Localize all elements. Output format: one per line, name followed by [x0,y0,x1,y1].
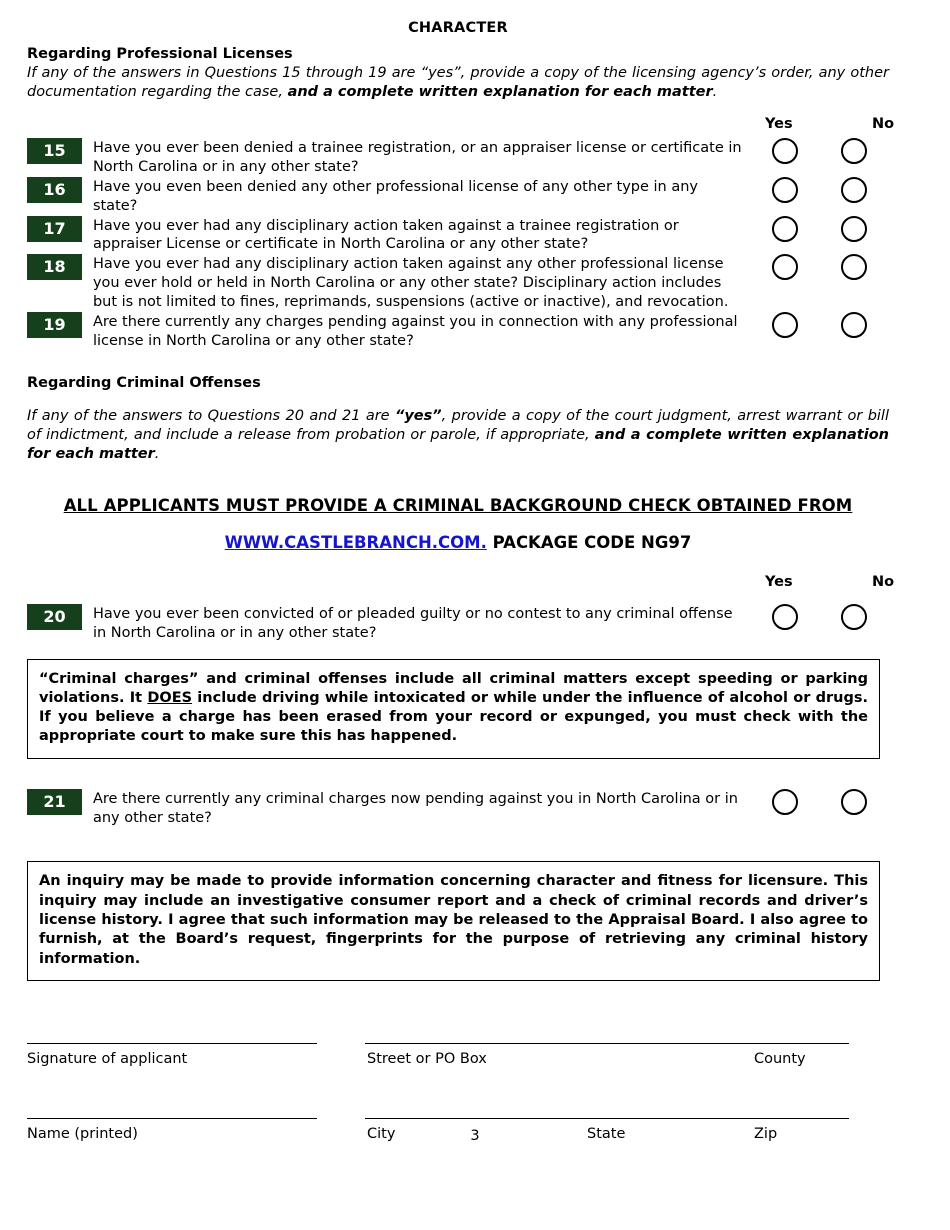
criminal-instructions-part2: , provide a copy of the court judgment, arrest warrant or bill of indictment, and include a release from probation or parole, if appropriate, [27,407,889,443]
q20-yes-cell[interactable] [751,604,820,643]
question-number-17: 17 [27,216,82,242]
table-row [27,138,889,177]
question-number-19: 19 [27,312,82,338]
question-text-16: Have you even been denied any other professional license of any other type in any state? [92,178,699,214]
criminal-instructions [27,407,889,464]
castlebranch-link[interactable]: WWW.CASTLEBRANCH.COM. [224,532,487,552]
licenses-instructions-part1: If any of the answers in Questions 15 through 19 are “yes”, provide a copy of the licensing agency’s order, any other documentation regarding the case, [27,65,889,101]
q17-no-cell[interactable] [820,216,889,255]
question-text-17: Have you ever had any disciplinary action taken against a trainee registration or appraiser License or certificate in North Carolina or any other state? [92,217,679,253]
q17-yes-cell[interactable] [751,216,820,255]
question-text-15: Have you ever been denied a trainee registration, or an appraiser license or certificate in North Carolina or in any other state? [92,140,742,176]
q15-no-bubble[interactable] [841,138,867,164]
question-number-cell [27,254,85,312]
zip-label: Zip [754,1125,778,1142]
q21-yes-cell[interactable] [751,789,820,828]
signature-label: Signature of applicant [27,1050,188,1067]
street-label: Street or PO Box [367,1050,487,1067]
table-row [27,604,889,643]
criminal-charges-definition-box [27,659,880,759]
city-state-zip-line[interactable] [365,1118,849,1119]
table-row [27,312,889,351]
criminal-question-21-table [27,789,889,828]
table-row [27,216,889,255]
q16-no-cell[interactable] [820,177,889,216]
criminal-instructions-bold2: and a complete written explanation for each matter [27,426,889,462]
q18-yes-cell[interactable] [751,254,820,312]
name-line[interactable] [27,1118,317,1119]
q19-no-bubble[interactable] [841,312,867,338]
package-code-text: PACKAGE CODE NG97 [486,532,692,552]
licenses-instructions [27,64,889,102]
no-column-header-2: No [872,573,895,590]
table-row [27,789,889,828]
criminal-question-20-table [27,604,889,643]
question-number-15: 15 [27,138,82,164]
county-label: County [754,1050,806,1067]
q16-yes-bubble[interactable] [772,177,798,203]
criminal-column-headers [27,573,895,594]
q16-no-bubble[interactable] [841,177,867,203]
q15-no-cell[interactable] [820,138,889,177]
inquiry-consent-box: An inquiry may be made to provide information concerning character and fitness for licensure. This inquiry may include an investigative consumer report and a check of criminal records and driver’s license history. I agree that such information may be released to the Appraisal Board. I also agree to furnish, at the Board’s request, fingerprints for the purpose of retrieving any criminal history information. [27,861,880,980]
question-number-18: 18 [27,254,82,280]
q20-no-bubble[interactable] [841,604,867,630]
charges-note-part2: include driving while intoxicated or while under the influence of alcohol or drugs. If you believe a charge has been erased from your record or expunged, you must check with the appropriate court to make sure this has happened. [39,689,868,745]
q16-yes-cell[interactable] [751,177,820,216]
q17-no-bubble[interactable] [841,216,867,242]
question-number-16: 16 [27,177,82,203]
q18-yes-bubble[interactable] [772,254,798,280]
page-title: CHARACTER [408,20,508,36]
q20-no-cell[interactable] [820,604,889,643]
question-number-cell [27,138,85,177]
q21-yes-bubble[interactable] [772,789,798,815]
background-check-banner-line2 [27,533,889,552]
charges-note-underline: DOES [147,689,193,706]
state-label: State [587,1125,626,1142]
q17-yes-bubble[interactable] [772,216,798,242]
q21-no-cell[interactable] [820,789,889,828]
question-number-cell [27,216,85,255]
yes-column-header-2: Yes [765,573,793,590]
question-number-cell [27,604,85,643]
street-line[interactable] [365,1043,849,1044]
q18-no-bubble[interactable] [841,254,867,280]
q19-no-cell[interactable] [820,312,889,351]
question-text-21: Are there currently any criminal charges now pending against you in North Carolina or in any other state? [92,790,738,826]
q21-no-bubble[interactable] [841,789,867,815]
licenses-section-heading: Regarding Professional Licenses [27,46,293,62]
name-label: Name (printed) [27,1125,138,1142]
page-content [27,20,895,1151]
question-number-20: 20 [27,604,82,630]
q20-yes-bubble[interactable] [772,604,798,630]
q19-yes-cell[interactable] [751,312,820,351]
q15-yes-bubble[interactable] [772,138,798,164]
table-row [27,254,889,312]
question-text-19: Are there currently any charges pending against you in connection with any professional license in North Carolina or any other state? [92,313,738,349]
question-number-cell [27,789,85,828]
question-number-cell [27,312,85,351]
q15-yes-cell[interactable] [751,138,820,177]
question-text-20: Have you ever been convicted of or pleaded guilty or no contest to any criminal offense in North Carolina or in any other state? [92,605,733,641]
criminal-instructions-part3: . [154,445,160,462]
q18-no-cell[interactable] [820,254,889,312]
question-text-18: Have you ever had any disciplinary action taken against any other professional license you ever hold or held in North Carolina or any other state? Disciplinary action includes but is not limited to fines, reprimands, suspensions (active or inactive), and revocation. [92,256,729,310]
criminal-instructions-part1: If any of the answers to Questions 20 and 21 are [27,407,395,424]
criminal-section-heading: Regarding Criminal Offenses [27,374,261,391]
license-questions-table [27,138,889,350]
licenses-instructions-bold: and a complete written explanation for each matter [287,84,713,101]
charges-note-part1: “Criminal charges” and criminal offenses include all criminal matters except speeding or parking violations. It [39,670,868,706]
question-number-21: 21 [27,789,82,815]
question-number-cell [27,177,85,216]
page-number: 3 [470,1128,480,1144]
yes-column-header: Yes [765,116,793,133]
q19-yes-bubble[interactable] [772,312,798,338]
criminal-instructions-bold1: “yes” [395,407,442,424]
background-check-banner-line1: ALL APPLICANTS MUST PROVIDE A CRIMINAL BACKGROUND CHECK OBTAINED FROM [63,495,853,515]
no-column-header: No [872,116,895,133]
signature-line[interactable] [27,1043,317,1044]
license-column-headers [27,116,895,136]
city-label: City [367,1125,396,1142]
table-row [27,177,889,216]
licenses-instructions-part2: . [712,84,718,101]
